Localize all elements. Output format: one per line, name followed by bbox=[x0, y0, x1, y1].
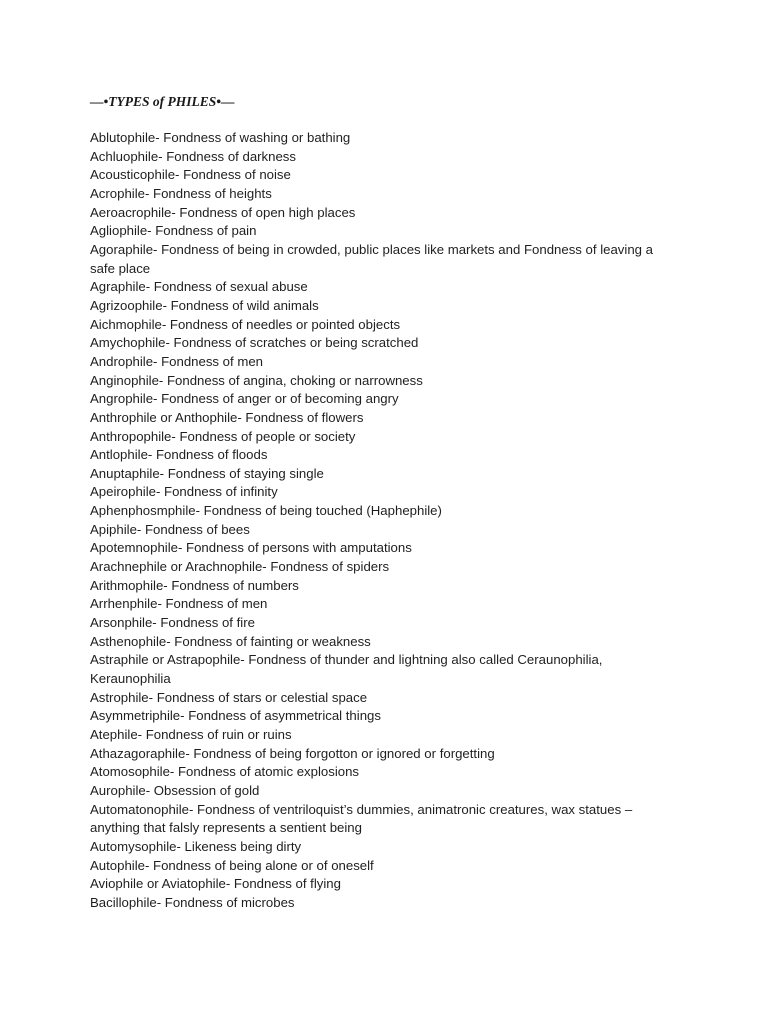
list-item: Achluophile- Fondness of darkness bbox=[90, 148, 296, 164]
list-item: Aphenphosmphile- Fondness of being touched (Haphephile) bbox=[90, 503, 442, 519]
list-item: Androphile- Fondness of men bbox=[90, 353, 264, 369]
list-item: Apeirophile- Fondness of infinity bbox=[90, 484, 278, 500]
list-item: Anuptaphile- Fondness of staying single bbox=[90, 465, 324, 481]
list-item: Aviophile or Aviatophile- Fondness of flying bbox=[90, 876, 341, 892]
list-item: Aeroacrophile- Fondness of open high places bbox=[90, 204, 356, 220]
list-item: Asymmetriphile- Fondness of asymmetrical things bbox=[90, 708, 381, 724]
list-item: Bacillophile- Fondness of microbes bbox=[90, 894, 295, 910]
list-item: Aichmophile- Fondness of needles or pointed objects bbox=[90, 316, 401, 332]
list-item: Acousticophile- Fondness of noise bbox=[90, 167, 291, 183]
list-item: Aurophile- Obsession of gold bbox=[90, 782, 260, 798]
list-item: Apotemnophile- Fondness of persons with amputations bbox=[90, 540, 412, 556]
list-item: Arithmophile- Fondness of numbers bbox=[90, 577, 299, 593]
list-item: Athazagoraphile- Fondness of being forgotton or ignored or forgetting bbox=[90, 745, 495, 761]
list-item: Agoraphile- Fondness of being in crowded, public places like markets and Fondness of leaving a safe place bbox=[90, 241, 653, 276]
list-item: Agrizoophile- Fondness of wild animals bbox=[90, 297, 319, 313]
list-item: Antlophile- Fondness of floods bbox=[90, 447, 268, 463]
list-item: Agliophile- Fondness of pain bbox=[90, 223, 257, 239]
document-title: —•TYPES of PHILES•— bbox=[90, 94, 235, 109]
list-item: Astraphile or Astrapophile- Fondness of thunder and lightning also called Ceraunophilia, Keraunophilia bbox=[90, 652, 603, 687]
list-item: Angrophile- Fondness of anger or of becoming angry bbox=[90, 391, 399, 407]
list-item: Amychophile- Fondness of scratches or being scratched bbox=[90, 335, 419, 351]
list-item: Anthropophile- Fondness of people or society bbox=[90, 428, 356, 444]
list-item: Automatonophile- Fondness of ventriloquist’s dummies, animatronic creatures, wax statues – anything that falsly represents a sentient being bbox=[90, 801, 633, 836]
list-item: Anginophile- Fondness of angina, choking or narrowness bbox=[90, 372, 423, 388]
list-item: Arachnephile or Arachnophile- Fondness of spiders bbox=[90, 559, 390, 575]
list-item: Automysophile- Likeness being dirty bbox=[90, 838, 302, 854]
list-item: Asthenophile- Fondness of fainting or weakness bbox=[90, 633, 371, 649]
list-item: Arsonphile- Fondness of fire bbox=[90, 615, 255, 631]
list-item: Anthrophile or Anthophile- Fondness of flowers bbox=[90, 409, 364, 425]
list-item: Astrophile- Fondness of stars or celestial space bbox=[90, 689, 368, 705]
list-item: Ablutophile- Fondness of washing or bathing bbox=[90, 130, 351, 145]
list-item: Atephile- Fondness of ruin or ruins bbox=[90, 727, 292, 742]
list-item: Acrophile- Fondness of heights bbox=[90, 185, 272, 201]
list-item: Agraphile- Fondness of sexual abuse bbox=[90, 279, 308, 295]
phile-list bbox=[90, 129, 680, 913]
list-item: Autophile- Fondness of being alone or of oneself bbox=[90, 857, 374, 873]
list-item: Arrhenphile- Fondness of men bbox=[90, 596, 268, 612]
list-item: Apiphile- Fondness of bees bbox=[90, 521, 250, 537]
list-item: Atomosophile- Fondness of atomic explosions bbox=[90, 764, 360, 780]
